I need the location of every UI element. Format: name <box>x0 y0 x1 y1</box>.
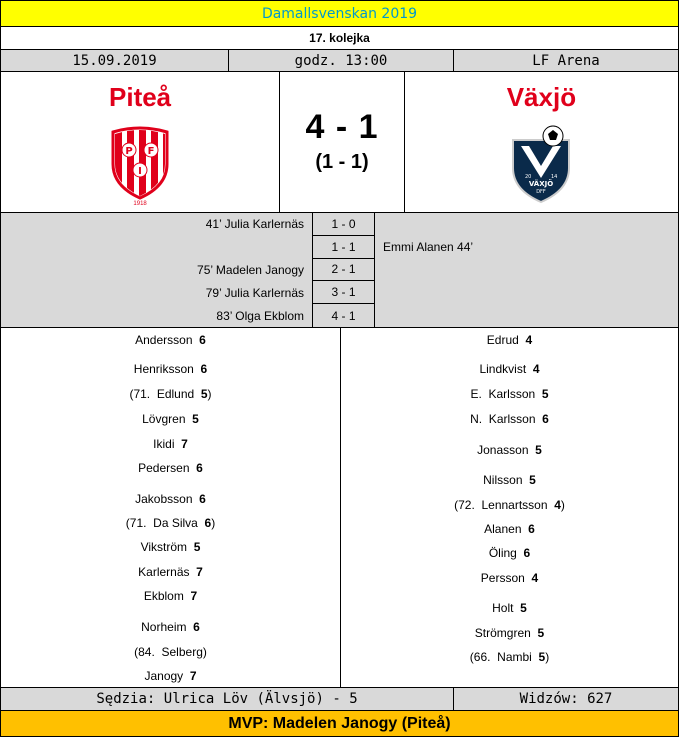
player-name: Lennartsson <box>481 498 548 512</box>
home-team-name: Piteå <box>109 82 172 112</box>
player-row <box>341 473 678 487</box>
sub-minute: (72. <box>454 498 482 512</box>
sub-close: ) <box>207 387 212 401</box>
player-row <box>1 387 340 401</box>
away-scorer <box>375 281 678 304</box>
match-venue: LF Arena <box>532 52 600 69</box>
player-row <box>341 571 678 585</box>
home-scorer: 75’ Madelen Janogy <box>197 262 304 277</box>
player-name: Nambi <box>497 650 532 664</box>
player-name: Lindkvist <box>479 362 527 376</box>
svg-text:P: P <box>125 146 133 157</box>
player-rating: 5 <box>200 387 208 401</box>
away-scorer <box>375 213 678 236</box>
referee-info: Sędzia: Ulrica Löv (Älvsjö) - 5 <box>1 688 454 710</box>
player-row <box>1 565 340 579</box>
player-name: Henriksson <box>133 362 194 376</box>
player-rating: 5 <box>520 601 527 615</box>
sub-close: ) <box>211 516 216 530</box>
player-name: Pedersen <box>138 461 190 475</box>
player-name: E. Karlsson <box>470 387 536 401</box>
goal-score: 4 - 1 <box>331 308 356 323</box>
player-name: Da Silva <box>153 516 198 530</box>
match-date: 15.09.2019 <box>1 50 229 71</box>
away-team-name: Växjö <box>506 82 577 112</box>
player-row <box>1 333 340 347</box>
away-logo-year-left: 20 <box>525 174 532 180</box>
full-time-score: 4 - 1 <box>305 108 379 146</box>
goal-score: 3 - 1 <box>313 281 374 304</box>
player-rating: 6 <box>199 492 206 506</box>
goal-scores <box>313 213 375 327</box>
sub-minute: (71. <box>129 387 157 401</box>
home-scorers <box>1 213 313 327</box>
away-scorer <box>375 259 678 282</box>
away-team <box>405 72 678 212</box>
round-label: 17. kolejka <box>1 27 678 50</box>
away-logo-sub: DFF <box>536 189 547 195</box>
player-row <box>1 645 340 659</box>
player-rating: 6 <box>523 546 531 560</box>
attendance-info: Widzów: 627 <box>519 691 613 707</box>
home-logo-year: 1918 <box>133 201 147 207</box>
mvp-bar: MVP: Madelen Janogy (Piteå) <box>1 711 678 736</box>
player-name: Norheim <box>141 620 187 634</box>
player-row <box>1 492 340 506</box>
sub-minute: (71. <box>125 516 154 530</box>
goals-section <box>1 213 678 328</box>
home-scorer: 79’ Julia Karlernäs <box>205 285 304 300</box>
player-rating: 5 <box>193 540 201 554</box>
sub-minute: (66. <box>469 650 498 664</box>
player-name: Alanen <box>484 522 522 536</box>
player-name: Karlernäs <box>138 565 190 579</box>
player-rating: 7 <box>196 565 203 579</box>
player-row <box>341 362 678 376</box>
player-row <box>341 601 678 615</box>
sub-minute: (84. <box>134 645 162 659</box>
player-row <box>1 669 340 683</box>
player-rating: 6 <box>199 333 206 347</box>
player-row <box>341 650 678 664</box>
match-info-bar <box>1 50 678 72</box>
player-row <box>341 443 678 457</box>
player-rating: 6 <box>196 461 203 475</box>
svg-text:F: F <box>147 146 155 157</box>
player-rating: 4 <box>532 362 540 376</box>
player-row <box>341 387 678 401</box>
player-name: Ekblom <box>143 589 184 603</box>
away-logo-year-right: 14 <box>551 174 558 180</box>
player-rating: 4 <box>531 571 539 585</box>
player-rating: 4 <box>525 333 533 347</box>
player-name: N. Karlsson <box>470 412 536 426</box>
player-row <box>341 626 678 640</box>
teams-section <box>1 72 678 213</box>
player-name: Selberg) <box>161 645 207 659</box>
goal-score: 1 - 1 <box>313 236 374 259</box>
footer-bar <box>1 688 678 711</box>
player-rating: 6 <box>542 412 549 426</box>
home-lineup <box>1 328 341 687</box>
svg-text:I: I <box>138 166 142 177</box>
player-rating: 6 <box>204 516 212 530</box>
player-name: Nilsson <box>483 473 523 487</box>
player-name: Andersson <box>135 333 193 347</box>
player-row <box>341 522 678 536</box>
player-rating: 7 <box>189 669 197 683</box>
player-rating: 5 <box>541 387 549 401</box>
away-scorer <box>375 304 678 327</box>
away-logo-text: VÄXJÖ <box>529 180 554 188</box>
home-scorer: 41’ Julia Karlernäs <box>205 217 304 232</box>
player-name: Holt <box>492 601 514 615</box>
goal-score: 2 - 1 <box>313 259 374 282</box>
player-row <box>1 589 340 603</box>
player-row <box>1 620 340 634</box>
player-rating: 5 <box>535 443 542 457</box>
league-title: Damallsvenskan 2019 <box>261 5 418 22</box>
player-rating: 6 <box>528 522 535 536</box>
player-row <box>1 412 340 426</box>
half-time-score: (1 - 1) <box>315 151 369 173</box>
home-team <box>1 72 279 212</box>
home-scorer <box>1 236 312 259</box>
player-rating: 7 <box>190 589 198 603</box>
player-rating: 5 <box>192 412 199 426</box>
player-rating: 4 <box>554 498 561 512</box>
lineups-section <box>1 328 678 688</box>
goal-score: 1 - 0 <box>313 213 374 236</box>
player-name: Vikström <box>140 540 188 554</box>
player-name: Ikidi <box>153 437 175 451</box>
player-name: Strömgren <box>474 626 531 640</box>
away-scorers <box>375 213 678 327</box>
player-name: Edrud <box>486 333 519 347</box>
player-rating: 5 <box>529 473 536 487</box>
player-name: Janogy <box>144 669 184 683</box>
player-row <box>341 546 678 560</box>
player-row <box>1 437 340 451</box>
player-row <box>1 540 340 554</box>
home-scorer: 83’ Olga Ekblom <box>216 308 304 323</box>
player-name: Persson <box>480 571 525 585</box>
vaxjo-dff-crest-icon <box>509 124 573 207</box>
player-row <box>341 412 678 426</box>
player-name: Edlund <box>156 387 195 401</box>
away-lineup <box>341 328 678 687</box>
player-name: Öling <box>488 546 517 560</box>
sub-close: ) <box>545 650 550 664</box>
player-row <box>1 516 340 530</box>
player-name: Lövgren <box>142 412 186 426</box>
player-rating: 6 <box>193 620 200 634</box>
away-scorer: Emmi Alanen 44’ <box>383 240 474 255</box>
player-rating: 7 <box>181 437 188 451</box>
player-row <box>341 333 678 347</box>
player-name: Jakobsson <box>135 492 193 506</box>
player-row <box>1 362 340 376</box>
player-rating: 5 <box>537 626 545 640</box>
player-row <box>1 461 340 475</box>
score-box <box>279 72 405 212</box>
match-time: godz. 13:00 <box>229 50 454 71</box>
sub-close: ) <box>560 498 565 512</box>
player-name: Jonasson <box>477 443 529 457</box>
pitea-if-crest-icon <box>105 124 175 207</box>
player-row <box>341 498 678 512</box>
player-rating: 6 <box>200 362 208 376</box>
player-rating: 5 <box>538 650 546 664</box>
league-title-bar <box>1 1 678 27</box>
